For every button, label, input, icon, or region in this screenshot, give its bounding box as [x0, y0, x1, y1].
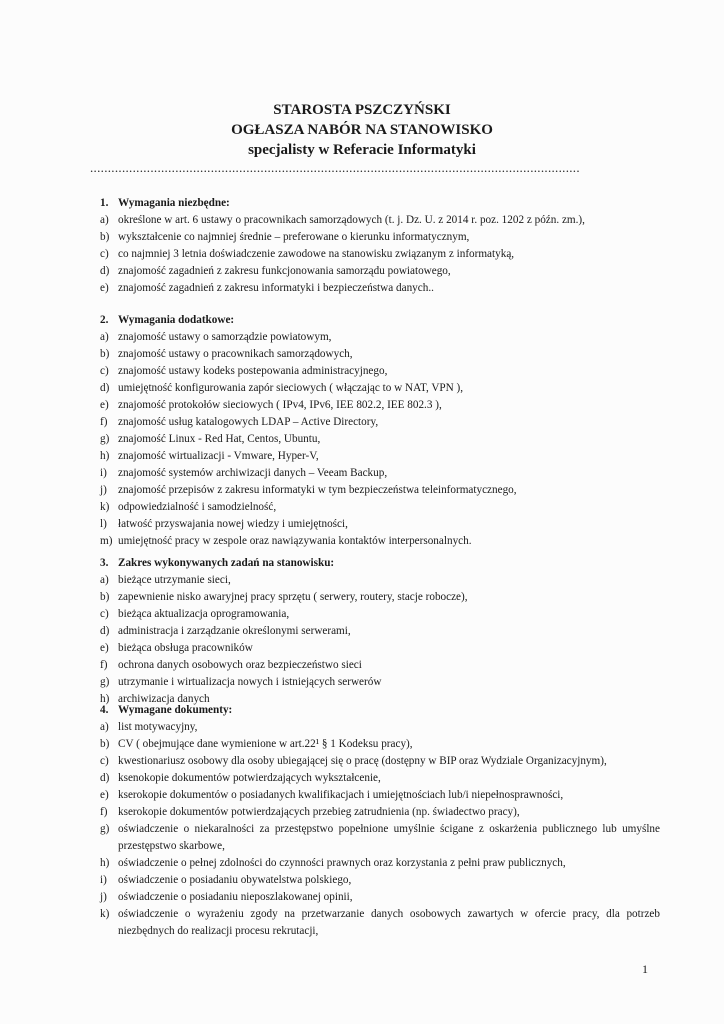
item-letter: d) — [100, 772, 110, 784]
dotted-divider: .......................................................................................................................................... — [90, 160, 580, 175]
section-additional-requirements — [100, 312, 660, 550]
item-letter: k) — [100, 501, 110, 513]
item-letter: f) — [100, 806, 108, 818]
item-letter: d) — [100, 265, 110, 277]
item-letter: b) — [100, 348, 110, 360]
item-text: znajomość usług katalogowych LDAP – Active Directory, — [118, 416, 379, 428]
list-item — [100, 246, 660, 263]
item-text: ksenokopie dokumentów potwierdzających wykształcenie, — [118, 772, 381, 784]
item-text: wykształcenie co najmniej średnie – preferowane o kierunku informatycznym, — [118, 231, 470, 243]
header-line-1: STAROSTA PSZCZYŃSKI — [273, 102, 451, 118]
list-item — [100, 397, 660, 414]
list-item — [100, 606, 660, 623]
section-heading: Wymagania niezbędne: — [118, 197, 230, 209]
item-text: oświadczenie o pełnej zdolności do czynności prawnych oraz korzystania z pełni praw publicznych, — [118, 857, 566, 869]
item-letter: f) — [100, 659, 108, 671]
item-text: znajomość Linux - Red Hat, Centos, Ubuntu, — [118, 433, 321, 445]
list-item — [100, 640, 660, 657]
item-letter: c) — [100, 365, 109, 377]
list-item — [100, 363, 660, 380]
list-item — [100, 787, 660, 804]
item-text: kserokopie dokumentów potwierdzających przebieg zatrudnienia (np. świadectwo pracy), — [118, 806, 520, 818]
list-item — [100, 499, 660, 516]
item-letter: g) — [100, 676, 110, 688]
list-item — [100, 516, 660, 533]
item-text: określone w art. 6 ustawy o pracownikach samorządowych (t. j. Dz. U. z 2014 r. poz. 1202 z późn. zm.), — [118, 214, 585, 226]
list-item — [100, 589, 660, 606]
item-text: umiejętność pracy w zespole oraz nawiązywania kontaktów interpersonalnych. — [118, 535, 472, 547]
list-item — [100, 482, 660, 499]
item-text: bieżące utrzymanie sieci, — [118, 574, 231, 586]
list-item — [100, 346, 660, 363]
item-text: bieżąca obsługa pracowników — [118, 642, 253, 654]
item-text: administracja i zarządzanie określonymi serwerami, — [118, 625, 351, 637]
item-letter: i) — [100, 874, 107, 886]
item-letter: c) — [100, 248, 109, 260]
item-text: oświadczenie o posiadaniu nieposzlakowanej opinii, — [118, 891, 353, 903]
list-item — [100, 431, 660, 448]
list-item — [100, 465, 660, 482]
section-heading: Zakres wykonywanych zadań na stanowisku: — [118, 557, 335, 569]
item-text: znajomość zagadnień z zakresu funkcjonowania samorządu powiatowego, — [118, 265, 451, 277]
item-text: oświadczenie o niekaralności za przestępstwo popełnione umyślnie ścigane z oskarżenia publicznego lub umyślne przestępstwo skarbowe, — [118, 823, 660, 852]
list-item — [100, 804, 660, 821]
list-item — [100, 212, 660, 229]
list-item — [100, 719, 660, 736]
section-title — [100, 195, 660, 212]
item-letter: b) — [100, 591, 110, 603]
item-text: list motywacyjny, — [118, 721, 198, 733]
item-letter: e) — [100, 399, 109, 411]
item-letter: a) — [100, 214, 109, 226]
item-letter: e) — [100, 642, 109, 654]
item-letter: b) — [100, 738, 110, 750]
list-item — [100, 770, 660, 787]
list-item — [100, 889, 660, 906]
item-text: utrzymanie i wirtualizacja nowych i istniejących serwerów — [118, 676, 382, 688]
item-text: znajomość przepisów z zakresu informatyki w tym bezpieczeństwa teleinformatycznego, — [118, 484, 517, 496]
item-text: znajomość systemów archiwizacji danych – Veeam Backup, — [118, 467, 388, 479]
list-item — [100, 380, 660, 397]
item-letter: d) — [100, 382, 110, 394]
item-text: archiwizacja danych — [118, 693, 210, 705]
list-item — [100, 329, 660, 346]
section-number: 3. — [100, 557, 109, 569]
section-number: 4. — [100, 704, 109, 716]
section-requirements — [100, 195, 660, 297]
list-item — [100, 263, 660, 280]
list-item — [100, 448, 660, 465]
section-number: 1. — [100, 197, 109, 209]
item-letter: g) — [100, 823, 110, 835]
section-heading: Wymagania dodatkowe: — [118, 314, 235, 326]
list-item — [100, 572, 660, 589]
list-item — [100, 229, 660, 246]
section-duties — [100, 555, 660, 708]
item-letter: c) — [100, 608, 109, 620]
list-item — [100, 736, 660, 753]
item-text: łatwość przyswajania nowej wiedzy i umiejętności, — [118, 518, 348, 530]
page-number: 1 — [642, 962, 648, 976]
item-letter: a) — [100, 721, 109, 733]
item-letter: a) — [100, 574, 109, 586]
item-text: umiejętność konfigurowania zapór sieciowych ( włączając to w NAT, VPN ), — [118, 382, 464, 394]
list-item — [100, 674, 660, 691]
item-letter: f) — [100, 416, 108, 428]
section-number: 2. — [100, 314, 109, 326]
item-letter: e) — [100, 789, 109, 801]
item-letter: a) — [100, 331, 109, 343]
header-line-3: specjalisty w Referacie Informatyki — [248, 142, 476, 158]
item-letter: l) — [100, 518, 107, 530]
item-letter: h) — [100, 450, 110, 462]
item-text: znajomość protokołów sieciowych ( IPv4, IPv6, IEE 802.2, IEE 802.3 ), — [118, 399, 442, 411]
document-header — [0, 100, 724, 160]
list-item — [100, 280, 660, 297]
section-title — [100, 312, 660, 329]
item-text: CV ( obejmujące dane wymienione w art.22¹ § 1 Kodeksu pracy), — [118, 738, 413, 750]
item-text: znajomość wirtualizacji - Vmware, Hyper-V, — [118, 450, 319, 462]
item-letter: m) — [100, 535, 113, 547]
list-item — [100, 855, 660, 872]
section-title — [100, 555, 660, 572]
item-text: oświadczenie o posiadaniu obywatelstwa polskiego, — [118, 874, 352, 886]
list-item — [100, 753, 660, 770]
list-item — [100, 623, 660, 640]
section-title — [100, 702, 660, 719]
item-letter: b) — [100, 231, 110, 243]
item-text: odpowiedzialność i samodzielność, — [118, 501, 277, 513]
item-letter: g) — [100, 433, 110, 445]
item-letter: h) — [100, 857, 110, 869]
item-text: znajomość zagadnień z zakresu informatyki i bezpieczeństwa danych.. — [118, 282, 434, 294]
item-letter: e) — [100, 282, 109, 294]
item-letter: c) — [100, 755, 109, 767]
item-text: kwestionariusz osobowy dla osoby ubiegającej się o pracę (dostępny w BIP oraz Wydziale Organizacyjnym), — [118, 755, 607, 767]
header-line-2: OGŁASZA NABÓR NA STANOWISKO — [231, 122, 493, 138]
section-required-documents — [100, 702, 660, 940]
item-letter: d) — [100, 625, 110, 637]
list-item — [100, 657, 660, 674]
list-item — [100, 414, 660, 431]
item-text: znajomość ustawy kodeks postepowania administracyjnego, — [118, 365, 388, 377]
list-item — [100, 872, 660, 889]
item-letter: i) — [100, 467, 107, 479]
item-text: zapewnienie nisko awaryjnej pracy sprzętu ( serwery, routery, stacje robocze), — [118, 591, 468, 603]
item-text: bieżąca aktualizacja oprogramowania, — [118, 608, 290, 620]
list-item — [100, 821, 660, 855]
item-text: znajomość ustawy o pracownikach samorządowych, — [118, 348, 353, 360]
item-letter: k) — [100, 908, 110, 920]
list-item — [100, 906, 660, 940]
list-item — [100, 533, 660, 550]
item-letter: j) — [100, 484, 107, 496]
section-heading: Wymagane dokumenty: — [118, 704, 233, 716]
item-text: znajomość ustawy o samorządzie powiatowym, — [118, 331, 332, 343]
item-text: ochrona danych osobowych oraz bezpieczeństwo sieci — [118, 659, 362, 671]
item-text: kserokopie dokumentów o posiadanych kwalifikacjach i umiejętnościach lub/i niepełnosprawności, — [118, 789, 564, 801]
item-letter: h) — [100, 693, 110, 705]
item-text: co najmniej 3 letnia doświadczenie zawodowe na stanowisku związanym z informatyką, — [118, 248, 515, 260]
item-letter: j) — [100, 891, 107, 903]
item-text: oświadczenie o wyrażeniu zgody na przetwarzanie danych osobowych zawartych w ofercie pracy, dla potrzeb niezbędnych do realizacji procesu rekrutacji, — [118, 908, 660, 937]
